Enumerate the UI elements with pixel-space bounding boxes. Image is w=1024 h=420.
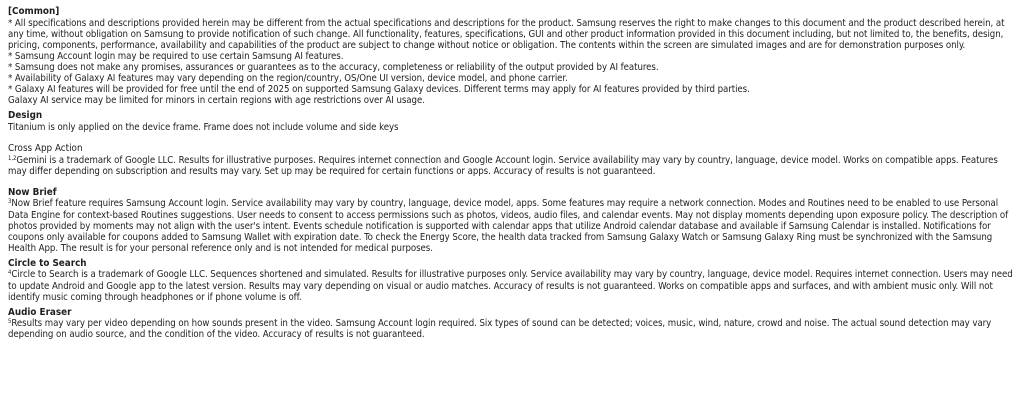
common-paragraph: * All specifications and descriptions provided herein may be different from the actual specifications and descriptions for the product. Samsung reserves the right to make changes to this document and the product described herein, at any time, without obligation on Samsung to provide notification of such change. All functionality, features, specifications, GUI and other product information provided in this document including, but not limited to, the benefits, design, pricing, components, performance, availability and capabilities of the product are subject to change without notice or obligation. The contents within the screen are simulated images and are for demonstration purposes only.: [8, 17, 1005, 51]
common-bullet-accuracy: * Samsung does not make any promises, assurances or guarantees as to the accuracy, completeness or reliability of the output provided by AI features.: [8, 61, 659, 73]
cross-app-body: [8, 155, 1016, 177]
common-bullet-availability: * Availability of Galaxy AI features may vary depending on the region/country, OS/One UI version, device model, and phone carrier.: [8, 73, 568, 85]
audio-eraser-body: [8, 318, 1016, 340]
circle-search-text: Circle to Search is a trademark of Google LLC. Sequences shortened and simulated. Results for illustrative purposes only. Service availability may vary by country, language, device model. Requires internet connection. Users may need to update Android and Google app to the latest version. Results may vary depending on visual or audio matches. Accuracy of results is not guaranteed. Works on compatible apps and surfaces, and with ambient music only. Will not identify music coming through headphones or if phone volume is off.: [8, 269, 1013, 303]
footnote-marker: 5: [8, 318, 12, 326]
now-brief-heading: Now Brief: [8, 186, 57, 198]
common-heading: [Common]: [8, 6, 60, 17]
audio-eraser-section: [8, 307, 1016, 341]
cross-app-heading: Cross App Action: [8, 143, 83, 155]
footnote-marker: 3: [8, 198, 12, 206]
common-bullet-free-until: * Galaxy AI features will be provided for free until the end of 2025 on supported Samsung Galaxy devices. Different terms may apply for AI features provided by third parties.: [8, 84, 750, 96]
circle-search-section: [8, 258, 1016, 303]
audio-eraser-text: Results may vary per video depending on how sounds present in the video. Samsung Account login required. Six types of sound can be detected; voices, music, wind, nature, crowd and noise. The actual sound detection may vary depending on audio source, and the condition of the video. Accuracy of results is not guaranteed.: [8, 318, 992, 341]
circle-search-body: [8, 269, 1016, 302]
cross-app-text: Gemini is a trademark of Google LLC. Results for illustrative purposes. Requires internet connection and Google Account login. Service availability may vary by country, language, device model. Works on compatible apps. Features may differ depending on subscription and results may vary. Set up may be required for certain functions or apps. Accuracy of results is not guaranteed.: [8, 154, 998, 177]
design-section: [8, 110, 1016, 133]
common-section: [8, 6, 1016, 106]
common-minors-note: Galaxy AI service may be limited for minors in certain regions with age restrictions over AI usage.: [8, 95, 425, 107]
circle-search-heading: Circle to Search: [8, 257, 87, 269]
common-bullet-account: * Samsung Account login may be required to use certain Samsung AI features.: [8, 50, 344, 62]
design-text: Titanium is only applied on the device frame. Frame does not include volume and side keys: [8, 121, 399, 133]
cross-app-section: [8, 143, 1016, 177]
design-heading: Design: [8, 110, 43, 122]
footnote-marker: 1,2: [8, 154, 17, 162]
footnote-marker: 4: [8, 269, 12, 277]
now-brief-text: Now Brief feature requires Samsung Account login. Service availability may vary by country, language, device model, apps. Some features may require a network connection. Modes and Routines need to be enabled to use Personal Data Engine for context-based Routines suggestions. User needs to consent to access permissions such as photos, videos, audio files, and calendar events. May not display moments depending upon exposure policy. The description of photos provided by moments may not align with the user's intent. Events schedule notification is supported with calendar apps that utilize Android calendar database and available if Samsung Calendar is installed. Notifications for coupons only available for coupons added to Samsung Wallet with expiration date. To check the Energy Score, the health data tracked from Samsung Galaxy Watch or Samsung Galaxy Ring must be synchronized with the Samsung Health App. The result is for your personal reference only and is not intended for medical purposes.: [8, 198, 1009, 254]
audio-eraser-heading: Audio Eraser: [8, 306, 72, 318]
now-brief-body: [8, 198, 1016, 253]
now-brief-section: [8, 187, 1016, 254]
